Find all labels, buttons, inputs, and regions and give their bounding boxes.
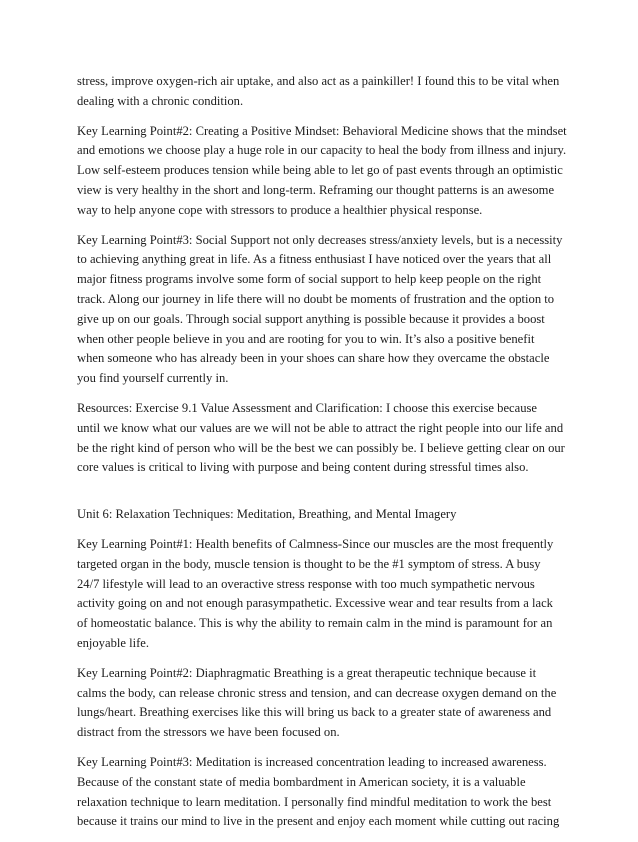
text-line: and emotions we choose play a huge role in our capacity to heal the body from illness and injury. bbox=[77, 143, 567, 158]
paragraph bbox=[77, 122, 567, 221]
text-line: activity going on and not enough parasympathetic. Excessive wear and tear results from a lack bbox=[77, 596, 553, 611]
text-line: track. Along our journey in life there will no doubt be moments of frustration and the option to bbox=[77, 291, 555, 306]
text-line: when other people believe in you and are rooting for you to win. It’s also a positive benefit bbox=[77, 331, 535, 346]
text-line: you find yourself currently in. bbox=[77, 371, 229, 386]
text-line: Key Learning Point#1: Health benefits of Calmness-Since our muscles are the most frequently bbox=[77, 536, 554, 551]
text-line: 24/7 lifestyle will lead to an overactive stress response with too much sympathetic nervous bbox=[77, 576, 535, 591]
text-line: Key Learning Point#2: Creating a Positive Mindset: Behavioral Medicine shows that the mindset bbox=[77, 123, 567, 138]
text-line: when someone who has already been in your shoes can share how they overcame the obstacle bbox=[77, 351, 550, 366]
text-line: Key Learning Point#3: Social Support not only decreases stress/anxiety levels, but is a necessity bbox=[77, 232, 563, 247]
text-line: to achieving anything great in life. As a fitness enthusiast I have noticed over the years that all bbox=[77, 252, 552, 267]
text-line: of homeostatic balance. This is why the ability to remain calm in the mind is paramount for an bbox=[77, 616, 553, 631]
text-line: Because of the constant state of media bombardment in American society, it is a valuable bbox=[77, 774, 526, 789]
unit-heading bbox=[77, 505, 561, 525]
text-line: view is very healthy in the short and long-term. Reframing our thought patterns is an awesome bbox=[77, 182, 555, 197]
text-line: Key Learning Point#3: Meditation is increased concentration leading to increased awareness. bbox=[77, 754, 547, 769]
text-line: targeted organ in the body, muscle tension is thought to be the #1 symptom of stress. A busy bbox=[77, 556, 541, 571]
text-line: distract from the stressors we have been focused on. bbox=[77, 725, 340, 740]
text-line: enjoyable life. bbox=[77, 635, 150, 650]
text-line: Key Learning Point#2: Diaphragmatic Breathing is a great therapeutic technique because it bbox=[77, 665, 537, 680]
text-line: be the right kind of person who will be the best we can possibly be. I believe getting clear on our bbox=[77, 440, 565, 455]
text-line: stress, improve oxygen-rich air uptake, and also act as a painkiller! I found this to be vital when bbox=[77, 74, 560, 88]
text-line: give up on our goals. Through social support anything is possible because it provides a boost bbox=[77, 311, 545, 326]
paragraph bbox=[77, 72, 561, 112]
text-line: lungs/heart. Breathing exercises like this will bring us back to a greater state of awareness and bbox=[77, 705, 552, 720]
text-line: dealing with a chronic condition. bbox=[77, 93, 244, 108]
paragraph bbox=[77, 664, 561, 743]
paragraph bbox=[77, 535, 561, 654]
section-spacer bbox=[77, 488, 561, 505]
paragraph bbox=[77, 231, 561, 389]
document-page bbox=[77, 72, 567, 842]
text-line: calms the body, can release chronic stress and tension, and can decrease oxygen demand on the bbox=[77, 685, 557, 700]
text-line: way to help anyone cope with stressors to produce a healthier physical response. bbox=[77, 202, 483, 217]
text-line: Low self-esteem produces tension while being able to let go of past events through an optimistic bbox=[77, 163, 563, 178]
text-line: core values is critical to living with purpose and being content during stressful times also. bbox=[77, 460, 529, 475]
text-line: Resources: Exercise 9.1 Value Assessment and Clarification: I choose this exercise because bbox=[77, 400, 537, 415]
text-line: because it trains our mind to live in the present and enjoy each moment while cutting out racing bbox=[77, 814, 560, 829]
text-line: until we know what our values are we will not be able to attract the right people into our life and bbox=[77, 420, 564, 435]
text-line: Unit 6: Relaxation Techniques: Meditation, Breathing, and Mental Imagery bbox=[77, 507, 457, 522]
paragraph bbox=[77, 753, 561, 832]
text-line: relaxation technique to learn meditation. I personally find mindful meditation to work the best bbox=[77, 794, 552, 809]
text-line: major fitness programs involve some form of social support to help keep people on the right bbox=[77, 272, 542, 287]
paragraph bbox=[77, 399, 565, 478]
